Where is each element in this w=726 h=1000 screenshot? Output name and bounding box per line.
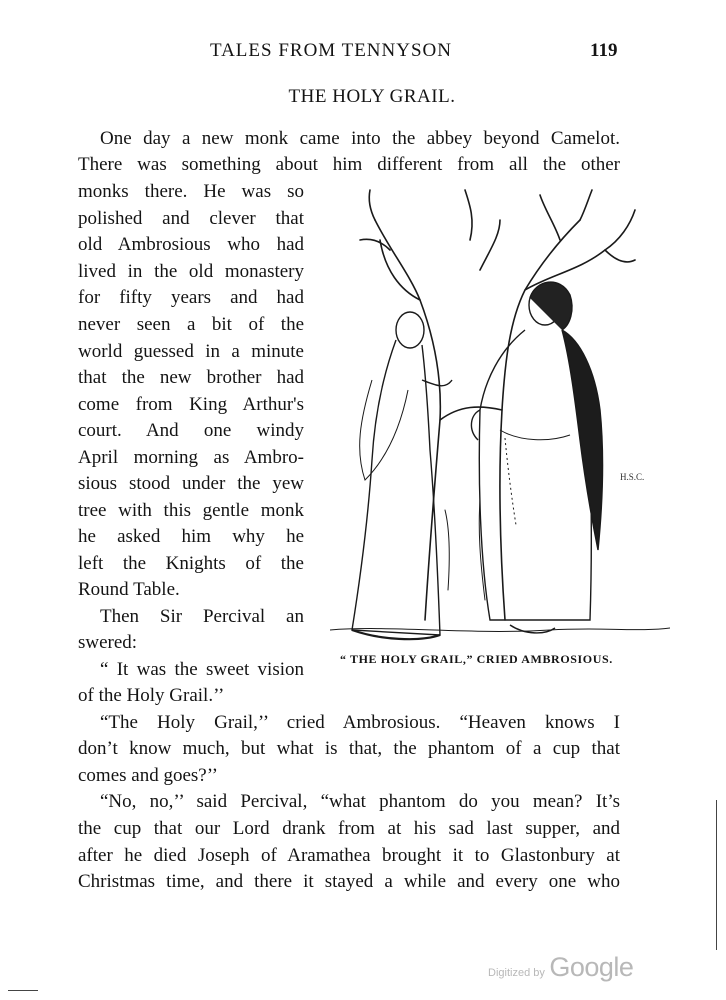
text-line: of the Holy Grail.’’ xyxy=(78,685,225,706)
text-line: swered: xyxy=(78,632,138,653)
watermark-prefix: Digitized by xyxy=(488,967,545,979)
running-title: TALES FROM TENNYSON xyxy=(210,40,452,61)
text-line: Round Table. xyxy=(78,579,180,600)
text-line: sious stood under the yew xyxy=(78,473,304,494)
digitization-watermark xyxy=(488,952,633,983)
text-line: polished and clever that xyxy=(78,208,304,229)
text-line: “ It was the sweet vision xyxy=(100,659,304,680)
artist-initials: H.S.C. xyxy=(620,472,645,482)
text-line: never seen a bit of the xyxy=(78,314,304,335)
illustration-caption: “ THE HOLY GRAIL,” CRIED AMBROSIOUS. xyxy=(340,652,613,666)
text-line: Christmas time, and there it stayed a while and every one who xyxy=(78,871,620,892)
scan-edge-line xyxy=(716,800,717,950)
text-line: old Ambrosious who had xyxy=(78,234,304,255)
text-line: for fifty years and had xyxy=(78,287,304,308)
text-line: that the new brother had xyxy=(78,367,304,388)
scan-edge-line xyxy=(8,990,38,991)
text-line: Then Sir Percival an xyxy=(100,606,304,627)
text-line: There was something about him different from all the other xyxy=(78,154,620,175)
text-line: he asked him why he xyxy=(78,526,304,547)
text-line: monks there. He was so xyxy=(78,181,304,202)
text-line: April morning as Ambro- xyxy=(78,447,304,468)
text-line: after he died Joseph of Aramathea brought it to Glastonbury at xyxy=(78,845,620,866)
page-number: 119 xyxy=(590,40,618,61)
text-line: “No, no,’’ said Percival, “what phantom do you mean? It’s xyxy=(100,791,620,812)
text-line: left the Knights of the xyxy=(78,553,304,574)
illustration-monks-under-yew-tree xyxy=(330,180,670,650)
text-line: world guessed in a minute xyxy=(78,341,304,362)
text-line: tree with this gentle monk xyxy=(78,500,304,521)
chapter-title: THE HOLY GRAIL. xyxy=(288,86,456,107)
text-line: “The Holy Grail,’’ cried Ambrosious. “Heaven knows I xyxy=(100,712,620,733)
text-line: don’t know much, but what is that, the phantom of a cup that xyxy=(78,738,620,759)
text-line: One day a new monk came into the abbey beyond Camelot. xyxy=(100,128,620,149)
text-line: lived in the old monastery xyxy=(78,261,304,282)
young-monk-figure xyxy=(471,282,602,633)
google-logo: Google xyxy=(549,952,634,982)
text-line: court. And one windy xyxy=(78,420,304,441)
text-line: come from King Arthur's xyxy=(78,394,304,415)
text-line: the cup that our Lord drank from at his sad last supper, and xyxy=(78,818,620,839)
text-line: comes and goes?’’ xyxy=(78,765,218,786)
